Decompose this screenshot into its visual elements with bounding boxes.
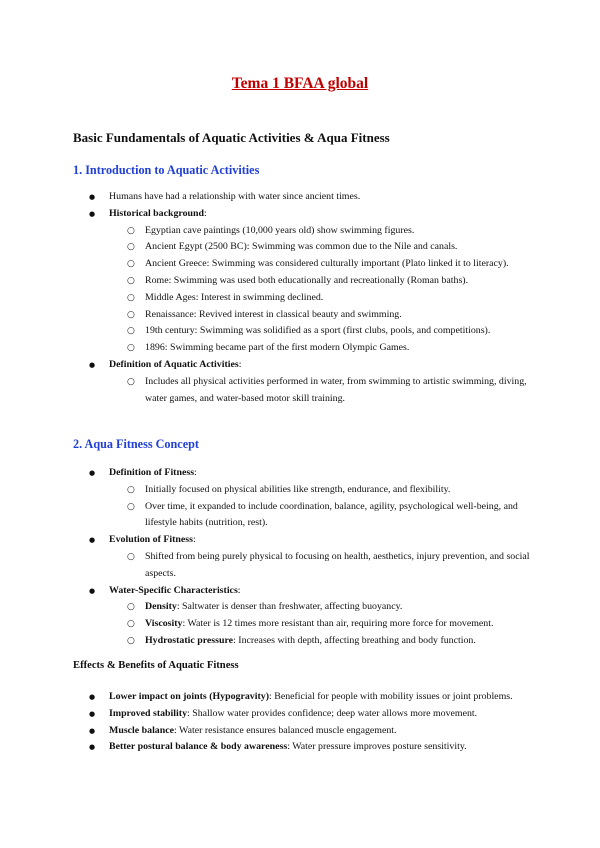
item-suffix: : [238, 358, 242, 370]
item-label: Historical background [109, 207, 205, 219]
list-item [0, 583, 600, 600]
sub-list-item [0, 482, 600, 499]
sub-item-text: Ancient Egypt (2500 BC): Swimming was common due to the Nile and canals. [145, 241, 458, 253]
sub-list-item [0, 616, 600, 633]
effects-heading: Effects & Benefits of Aquatic Fitness [73, 660, 239, 671]
list-item [0, 739, 600, 756]
sub-item-text: 19th century: Swimming was solidified as a sport (first clubs, pools, and competitions). [145, 325, 491, 337]
list-item [0, 465, 600, 482]
item-text: : Water pressure improves posture sensitivity. [287, 741, 467, 753]
sub-item-text: Rome: Swimming was used both educationally and recreationally (Roman baths). [145, 274, 469, 286]
sub-list-item [0, 273, 600, 290]
list-item [0, 189, 600, 206]
list-item [0, 357, 600, 374]
item-text: : Shallow water provides confidence; deep water allows more movement. [187, 707, 478, 719]
sub-item-label: Hydrostatic pressure [145, 634, 234, 646]
sub-item-text: Middle Ages: Interest in swimming declined. [145, 291, 324, 303]
item-label: Evolution of Fitness [109, 534, 193, 546]
sub-list-item [0, 340, 600, 357]
item-label: Lower impact on joints (Hypogravity) [109, 691, 270, 702]
sub-list-item [0, 633, 600, 650]
item-label: Muscle balance [109, 724, 175, 736]
list-item [0, 206, 600, 223]
sub-list-item [0, 499, 600, 533]
document-title: Tema 1 BFAA global [231, 75, 369, 92]
item-label: Improved stability [109, 707, 188, 719]
item-label: Definition of Fitness [109, 467, 195, 478]
item-label: Better postural balance & body awareness [109, 741, 288, 753]
sub-item-text: : Saltwater is denser than freshwater, affecting buoyancy. [176, 601, 403, 613]
sub-item-text: Shifted from being purely physical to focusing on health, aesthetics, injury prevention, and social aspects. [145, 550, 530, 579]
item-text: : Water resistance ensures balanced muscle engagement. [174, 724, 397, 736]
item-text: : Beneficial for people with mobility issues or joint problems. [269, 691, 513, 702]
item-label: Water-Specific Characteristics [109, 584, 238, 596]
section-heading-introduction: 1. Introduction to Aquatic Activities [73, 163, 260, 177]
sub-item-text: : Water is 12 times more resistant than air, requiring more force for movement. [182, 618, 494, 630]
document-subtitle: Basic Fundamentals of Aquatic Activities & Aqua Fitness [73, 130, 390, 145]
sub-list-item [0, 290, 600, 307]
item-suffix: : [192, 534, 196, 546]
sub-item-text: Ancient Greece: Swimming was considered culturally important (Plato linked it to literacy). [145, 258, 509, 270]
introduction-list [0, 189, 600, 407]
list-item [0, 532, 600, 549]
item-suffix: : [204, 207, 207, 219]
sub-item-text: Renaissance: Revived interest in classical beauty and swimming. [145, 308, 402, 320]
sub-list-item [0, 323, 600, 340]
sub-item-label: Viscosity [145, 618, 183, 630]
sub-item-text: Includes all physical activities performed in water, from swimming to artistic swimming, diving, water games, and water-based motor skill training. [145, 375, 527, 404]
section-heading-aqua-fitness: 2. Aqua Fitness Concept [73, 437, 199, 451]
list-item [0, 723, 600, 740]
effects-list [0, 689, 600, 756]
item-suffix: : [194, 467, 197, 478]
sub-item-text: Initially focused on physical abilities like strength, endurance, and flexibility. [145, 483, 451, 495]
list-item-text: Humans have had a relationship with water since ancient times. [109, 191, 361, 202]
sub-item-text: Egyptian cave paintings (10,000 years old) show swimming figures. [145, 224, 415, 236]
sub-item-text: Over time, it expanded to include coordination, balance, agility, psychological well-being, and lifestyle habits (nutrition, rest). [145, 500, 518, 529]
item-label: Definition of Aquatic Activities [109, 358, 239, 370]
item-suffix: : [237, 584, 241, 596]
sub-list-item [0, 374, 600, 408]
sub-list-item [0, 256, 600, 273]
sub-item-text: 1896: Swimming became part of the first modern Olympic Games. [145, 342, 410, 354]
sub-list-item [0, 549, 600, 583]
sub-list-item [0, 599, 600, 616]
list-item [0, 706, 600, 723]
sub-item-label: Density [145, 601, 177, 613]
sub-list-item [0, 307, 600, 324]
sub-list-item [0, 223, 600, 240]
sub-item-text: : Increases with depth, affecting breathing and body function. [233, 634, 476, 646]
sub-list-item [0, 239, 600, 256]
aqua-fitness-list [0, 465, 600, 650]
list-item [0, 689, 600, 706]
